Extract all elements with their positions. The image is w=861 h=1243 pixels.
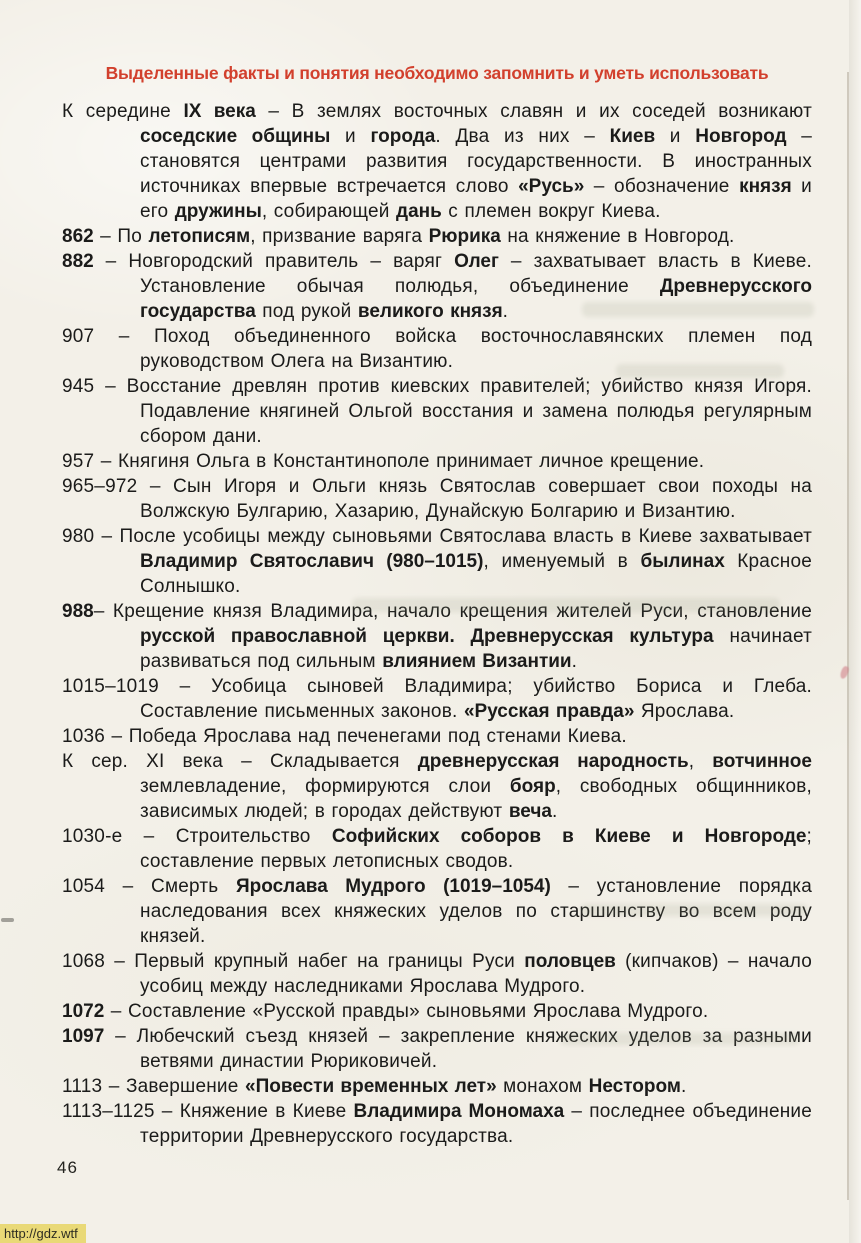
timeline-entry: К середине IX века – В землях восточных славян и их соседей возникают соседские общины и города. Два из них – Киев и Новгород – становятся центрами развития государственности. В иностранных источниках впервые встречается слово «Русь» – обозначение князя и его дружины, собирающей дань с племен вокруг Киева. [62,101,812,222]
timeline-entry: 957 – Княгиня Ольга в Константинополе принимает личное крещение. [62,451,705,472]
timeline-entry: 1068 – Первый крупный набег на границы Руси половцев (кипчаков) – начало усобиц между наследниками Ярослава Мудрого. [62,951,812,997]
timeline-entry: 945 – Восстание древлян против киевских правителей; убийство князя Игоря. Подавление княгиней Ольгой восстания и замена полюдья регулярным сбором дани. [62,376,812,447]
bleedthrough-artifact [582,302,814,317]
bleedthrough-artifact [560,1033,800,1045]
timeline-entry: 965–972 – Сын Игоря и Ольги князь Святослав совершает свои походы на Волжскую Булгарию, Хазарию, Дунайскую Болгарию и Византию. [62,476,812,522]
timeline-entry: 862 – По летописям, призвание варяга Рюрика на княжение в Новгород. [62,226,735,247]
timeline-entry: 1054 – Смерть Ярослава Мудрого (1019–1054) – установление порядка наследования всех княжеских уделов по старшинству во всем роду князей. [62,876,812,947]
timeline-entry: 1030-е – Строительство Софийских соборов в Киеве и Новгороде; составление первых летописных сводов. [62,826,812,872]
scan-mark-left [1,918,14,922]
bleedthrough-artifact [616,364,784,378]
timeline-entry: 882 – Новгородский правитель – варяг Олег – захватывает власть в Киеве. Установление обычая полюдья, объединение Древнерусского государства под рукой великого князя. [62,251,812,322]
timeline-list [62,99,812,1149]
timeline-entry: 1113 – Завершение «Повести временных лет» монахом Нестором. [62,1076,687,1097]
watermark-url: http://gdz.wtf [0,1224,86,1243]
page-heading: Выделенные факты и понятия необходимо запомнить и уметь использовать [105,63,769,83]
timeline-entry: 1036 – Победа Ярослава над печенегами под стенами Киева. [62,726,627,747]
bleedthrough-artifact [580,904,808,916]
page-number: 46 [57,1158,78,1177]
timeline-entry: 1015–1019 – Усобица сыновей Владимира; убийство Бориса и Глеба. Составление письменных законов. «Русская правда» Ярослава. [62,676,812,722]
timeline-entry: 907 – Поход объединенного войска восточнославянских племен под руководством Олега на Византию. [62,326,812,372]
timeline-entry: 988– Крещение князя Владимира, начало крещения жителей Руси, становление русской православной церкви. Древнерусская культура начинает развиваться под сильным влиянием Византии. [62,601,812,672]
timeline-entry: 1097 – Любечский съезд князей – закрепление княжеских уделов за разными ветвями династии Рюриковичей. [62,1026,812,1072]
timeline-entry: 980 – После усобицы между сыновьями Святослава власть в Киеве захватывает Владимир Святославич (980–1015), именуемый в былинах Красное Солнышко. [62,526,813,597]
bleedthrough-artifact [352,598,780,612]
page-edge-shadow [849,0,861,1243]
timeline-entry: К сер. XI века – Складывается древнерусская народность, вотчинное землевладение, формируются слои бояр, свободных общинников, зависимых людей; в городах действуют веча. [62,751,812,822]
timeline-entry: 1072 – Составление «Русской правды» сыновьями Ярослава Мудрого. [62,1001,709,1022]
timeline-entry: 1113–1125 – Княжение в Киеве Владимира Мономаха – последнее объединение территории Древнерусского государства. [62,1101,812,1147]
